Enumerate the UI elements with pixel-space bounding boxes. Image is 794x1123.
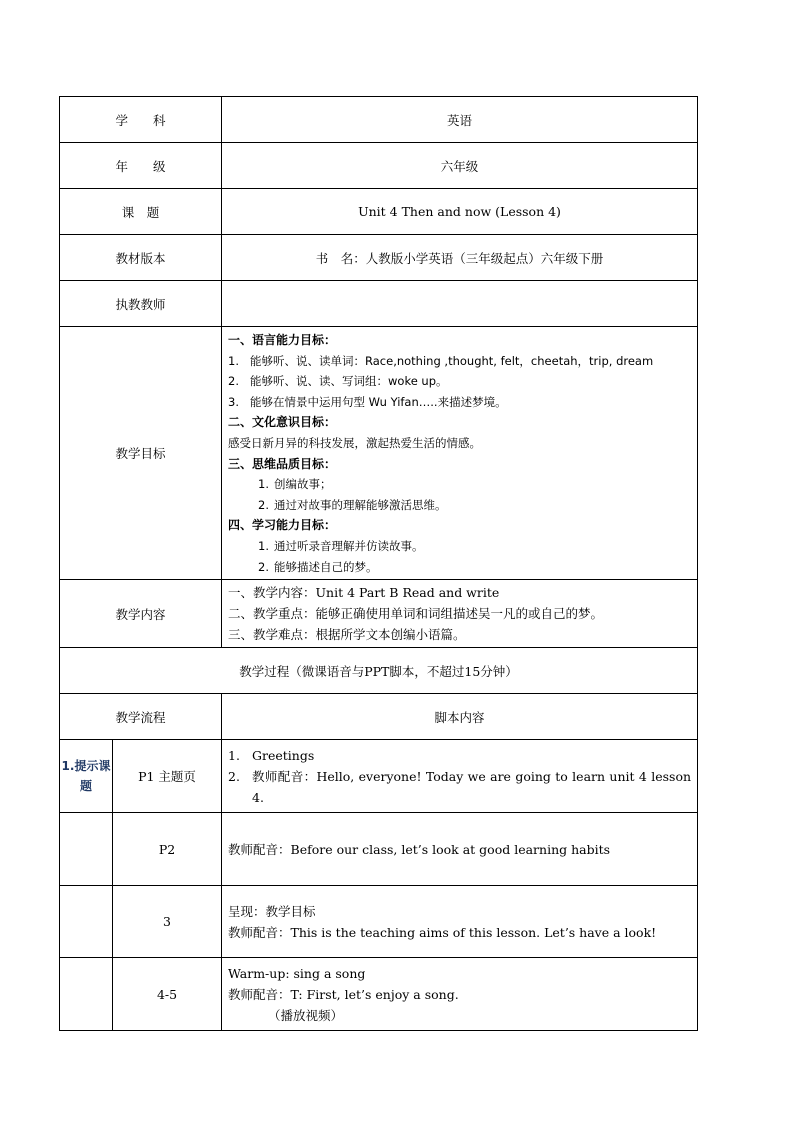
goals-item: 2. 能够描述自己的梦。 xyxy=(258,559,378,574)
process-title-row xyxy=(60,648,698,694)
textbook-label: 教材版本 xyxy=(60,235,222,281)
teacher-value xyxy=(222,281,698,327)
subject-value: 英语 xyxy=(222,97,698,143)
process-flow-header: 教学流程 xyxy=(60,694,222,740)
goals-item: 3. 能够在情景中运用句型 Wu Yifan…..来描述梦境。 xyxy=(228,394,507,409)
process-stage-label xyxy=(60,813,113,886)
process-script-header: 脚本内容 xyxy=(222,694,698,740)
goals-row xyxy=(60,327,698,580)
process-page-label: 4-5 xyxy=(113,958,222,1031)
teacher-label: 执教教师 xyxy=(60,281,222,327)
topic-label: 课 题 xyxy=(60,189,222,235)
process-page-label: P1 主题页 xyxy=(113,740,222,813)
process-row xyxy=(60,813,698,886)
process-script-cell xyxy=(222,740,698,813)
goals-item: 1. 创编故事； xyxy=(258,477,332,492)
process-row xyxy=(60,958,698,1031)
info-row-teacher xyxy=(60,281,698,327)
goals-item: 1. 能够听、说、读单词：Race,nothing ,thought, felt，cheetah，trip, dream xyxy=(228,353,654,368)
content-label: 教学内容 xyxy=(60,580,222,648)
textbook-value: 书 名：人教版小学英语（三年级起点）六年级下册 xyxy=(222,235,698,281)
info-row-subject xyxy=(60,97,698,143)
content-row xyxy=(60,580,698,648)
goals-item: 2. 能够听、说、读、写词组：woke up。 xyxy=(228,374,448,389)
grade-value: 六年级 xyxy=(222,143,698,189)
process-script-item: 1. Greetings xyxy=(228,747,315,763)
goals-heading-culture: 二、文化意识目标： xyxy=(228,415,337,430)
process-title: 教学过程（微课语音与PPT脚本，不超过15分钟） xyxy=(60,648,698,694)
info-row-grade xyxy=(60,143,698,189)
goals-text-culture: 感受日新月异的科技发展，激起热爱生活的情感。 xyxy=(228,435,482,450)
process-script-cell xyxy=(222,813,698,886)
goals-heading-thinking: 三、思维品质目标： xyxy=(228,456,337,471)
process-page-label: P2 xyxy=(113,813,222,886)
process-script-line: 教师配音：Before our class, let’s look at good learning habits xyxy=(228,841,611,857)
goals-item: 2. 通过对故事的理解能够激活思维。 xyxy=(258,497,447,512)
process-stage-label xyxy=(60,958,113,1031)
process-script-line: 教师配音：T: First, let’s enjoy a song. xyxy=(228,986,459,1002)
process-page-label: 3 xyxy=(113,886,222,958)
lesson-plan-table xyxy=(59,96,698,1031)
content-line: 一、教学内容：Unit 4 Part B Read and write xyxy=(228,585,500,601)
process-stage-label xyxy=(60,886,113,958)
process-header-row xyxy=(60,694,698,740)
process-stage-label: 1.提示课题 xyxy=(60,740,113,813)
goals-heading-language: 一、语言能力目标： xyxy=(228,333,337,347)
process-row xyxy=(60,740,698,813)
goals-item: 1. 通过听录音理解并仿读故事。 xyxy=(258,538,424,553)
topic-value: Unit 4 Then and now (Lesson 4) xyxy=(222,189,698,235)
goals-heading-learning: 四、学习能力目标： xyxy=(228,518,337,533)
content-cell xyxy=(222,580,698,648)
process-script-line: 呈现：教学目标 xyxy=(228,903,316,919)
info-row-textbook xyxy=(60,235,698,281)
content-line: 三、教学难点：根据所学文本创编小语篇。 xyxy=(228,627,466,643)
process-script-cell xyxy=(222,958,698,1031)
goals-cell xyxy=(222,327,698,580)
subject-label: 学 科 xyxy=(60,97,222,143)
process-script-item: 2. 教师配音：Hello, everyone! Today we are going to learn unit 4 lesson 4. xyxy=(228,768,692,805)
grade-label: 年 级 xyxy=(60,143,222,189)
process-script-line: （播放视频） xyxy=(268,1007,344,1023)
info-row-topic xyxy=(60,189,698,235)
process-script-line: 教师配音：This is the teaching aims of this lesson. Let’s have a look! xyxy=(228,924,657,940)
content-line: 二、教学重点：能够正确使用单词和词组描述吴一凡的或自己的梦。 xyxy=(228,606,604,622)
process-script-line: Warm-up: sing a song xyxy=(228,965,366,981)
goals-label: 教学目标 xyxy=(60,327,222,580)
process-script-cell xyxy=(222,886,698,958)
process-row xyxy=(60,886,698,958)
